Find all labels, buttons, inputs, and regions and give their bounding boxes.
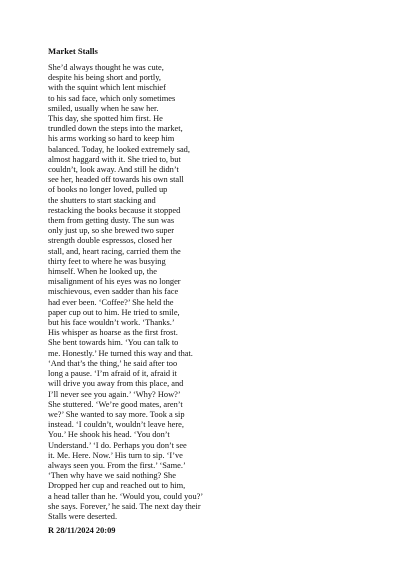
text-line: I’ll never see you again.’ ‘Why? How?’ (48, 389, 181, 399)
text-line: long a pause. ‘I’m afraid of it, afraid it (48, 369, 177, 379)
text-line: always seen you. From the first.’ ‘Same.’ (48, 460, 186, 470)
text-line: of books no longer loved, pulled up (48, 185, 168, 195)
text-line: His whisper as hoarse as the first frost. (48, 328, 178, 338)
text-line: to his sad face, which only sometimes (48, 93, 176, 103)
text-line: You.’ He shook his head. ‘You don’t (48, 430, 170, 440)
text-line: thirty feet to where he was busying (48, 256, 166, 266)
text-line: himself. When he looked up, the (48, 267, 157, 277)
text-line: Stalls were deserted. (48, 511, 118, 521)
text-line: ‘And that’s the thing,’ he said after too (48, 358, 178, 368)
text-line: mischievous, even sadder than his face (48, 287, 179, 297)
text-line: balanced. Today, he looked extremely sad, (48, 144, 190, 154)
text-line: will drive you away from this place, and (48, 379, 184, 389)
text-line: we?’ She wanted to say more. Took a sip (48, 409, 185, 419)
text-line: me. Honestly.’ He turned this way and that. (48, 348, 193, 358)
text-line: see her, headed off towards his own stall (48, 175, 184, 185)
text-line: only just up, so she brewed two super (48, 226, 175, 236)
text-line: This day, she spotted him first. He (48, 114, 163, 124)
document-title: Market Stalls (48, 46, 98, 56)
text-line: She bent towards him. ‘You can talk to (48, 338, 179, 348)
text-line: she says. Forever,’ he said. The next day their (48, 501, 201, 511)
text-line: misalignment of his eyes was no longer (48, 277, 181, 287)
text-line: had ever been. ‘Coffee?’ She held the (48, 297, 174, 307)
text-line: Understand.’ ‘I do. Perhaps you don’t see (48, 440, 187, 450)
text-line: it. Me. Here. Now.’ His turn to sip. ‘I’ve (48, 450, 183, 460)
document-body (48, 46, 368, 536)
text-line: Dropped her cup and reached out to him, (48, 481, 186, 491)
story-text (48, 63, 368, 522)
text-line: the shutters to start stacking and (48, 195, 156, 205)
text-line: with the squint which lent mischief (48, 83, 166, 93)
text-line: smiled, usually when he saw her. (48, 103, 159, 113)
text-line: stall, and, heart racing, carried them the (48, 246, 181, 256)
text-line: ‘Then why have we said nothing? She (48, 471, 176, 481)
text-line: them from getting dusty. The sun was (48, 216, 175, 226)
text-line: almost haggard with it. She tried to, but (48, 154, 181, 164)
text-line: instead. ‘I couldn’t, wouldn’t leave here, (48, 420, 184, 430)
text-line: paper cup out to him. He tried to smile, (48, 307, 180, 317)
text-line: restacking the books because it stopped (48, 205, 181, 215)
text-line: a head taller than he. ‘Would you, could you?’ (48, 491, 204, 501)
text-line: but his face wouldn’t work. ‘Thanks.’ (48, 318, 175, 328)
text-line: couldn’t, look away. And still he didn’t (48, 165, 179, 175)
text-line: strength double espressos, closed her (48, 236, 172, 246)
signature-timestamp: R 28/11/2024 20:09 (48, 526, 116, 536)
text-line: She’d always thought he was cute, (48, 63, 164, 72)
text-line: She stuttered. ‘We’re good mates, aren’t (48, 399, 183, 409)
text-line: despite his being short and portly, (48, 73, 161, 83)
text-line: trundled down the steps into the market, (48, 124, 183, 134)
text-line: his arms working so hard to keep him (48, 134, 175, 144)
